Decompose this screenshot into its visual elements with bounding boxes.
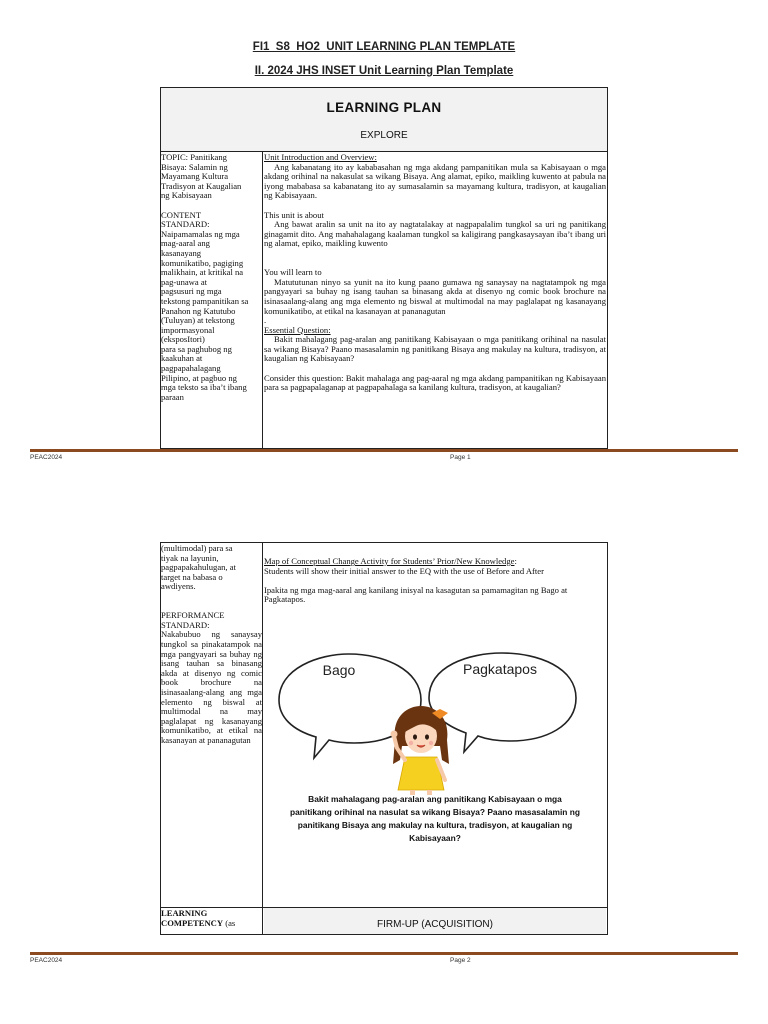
- performance-heading-line: PERFORMANCE: [161, 610, 225, 621]
- topic-line: Bisaya: Salamin ng: [161, 161, 228, 172]
- content-standard-line: (multimodal) para sa: [161, 543, 233, 553]
- performance-heading-line: STANDARD:: [161, 619, 210, 630]
- plan-title: LEARNING PLAN: [326, 100, 442, 115]
- content-standard-line: paraan: [161, 391, 184, 402]
- content-standard-continued: [161, 544, 262, 592]
- content-standard-line: para sa paghubog ng: [161, 343, 232, 354]
- template-subtitle: II. 2024 JHS INSET Unit Learning Plan Template: [254, 65, 514, 77]
- bubble-right-label: Pagkatapos: [463, 661, 537, 677]
- page2-footer-left: PEAC2024: [30, 957, 63, 964]
- learn-dot: .: [264, 315, 267, 326]
- content-standard-line: (eksposItori): [161, 334, 205, 345]
- page1-right-column: [264, 153, 606, 393]
- content-standard-line: pagpapakahulugan, at: [161, 562, 236, 573]
- learn-body: Matututunan ninyo sa yunit na ito kung paano gumawa ng sanaysay na nagtatampok ng mga pangyayari sa buhay ng isang tauhan sa binasang akda at disenyo ng comic book brochure na isinasaalang-alang ang mga elemento ng biswal at multimodal na may paglalapat ng kasanayang komunikatibo, at etikal na kasanayan at pananagutan: [264, 276, 606, 316]
- about-body: Ang bawat aralin sa unit na ito ay nagtatalakay at nagpapalalim tungkol sa uri ng panitikang ginagamit dito. Ang mahahalagang kaalaman tungkol sa kaligirang pangkasaysayan iba’t ibang uri ng alamat, epiko, maikling kuwento: [264, 219, 606, 249]
- consider-question: Consider this question: Bakit mahalaga ang pag-aaral ng mga akdang pampanitikan ng Kabisayaan para sa pagpapalaganap at pagpapahalaga sa kanilang kultura, tradisyon, at kaugalian?: [264, 372, 606, 393]
- page1-left-column: [161, 153, 262, 402]
- topic-block: [161, 153, 262, 201]
- content-standard-line: CONTENT: [161, 209, 202, 220]
- map-heading: Map of Conceptual Change Activity for Students’ Prior/New Knowledge: [264, 556, 515, 566]
- firm-up-label: FIRM-UP (ACQUISITION): [377, 919, 493, 930]
- page2-row-divider: [160, 907, 608, 908]
- content-standard-line: kasanayang: [161, 247, 202, 258]
- content-standard-line: (Tuluyan) at tekstong: [161, 315, 235, 326]
- learn-heading: You will learn to: [264, 267, 322, 278]
- content-standard-line: Panahon ng Katutubo: [161, 305, 236, 316]
- page1-header-divider: [160, 151, 608, 152]
- topic-line: TOPIC: Panitikang: [161, 152, 227, 162]
- page2-column-divider: [262, 542, 263, 935]
- page2-page-number: Page 2: [450, 957, 471, 964]
- girl-waving-icon: [391, 706, 450, 795]
- ipakita-text: Ipakita ng mga mag-aaral ang kanilang inisyal na kasagutan sa pamamagitan ng Bago at Pagkatapos.: [264, 584, 568, 605]
- bubble-left-label: Bago: [322, 662, 356, 678]
- lc-label-2: COMPETENCY: [161, 917, 224, 928]
- page2-left-column: [161, 544, 262, 745]
- content-standard-line: STANDARD:: [161, 219, 210, 230]
- content-standard-line: komunikatibo, pagiging: [161, 257, 244, 268]
- topic-line: Tradisyon at Kaugalian: [161, 180, 242, 191]
- performance-standard-heading: [161, 611, 262, 630]
- content-standard-line: tiyak na layunin,: [161, 552, 219, 563]
- page1-footer-left: PEAC2024: [30, 454, 63, 461]
- template-title: FI1_S8_HO2_UNIT LEARNING PLAN TEMPLATE: [252, 41, 516, 53]
- page1-column-divider: [262, 151, 263, 449]
- performance-standard-body: Nakabubuo ng sanaysay tungkol sa pinakatampok na mga pangyayari sa buhay ng isang tauhan sa binasang akda at disenyo ng comic book brochure na isinasaalang-alang ang mga elemento ng biswal at multimodal na may paglalapat ng kasanayang komunikatibo, at etikal na kasanayan at pananagutan: [161, 629, 262, 745]
- content-standard-line: target na babasa o: [161, 571, 223, 582]
- content-standard-line: mag-aaral ang: [161, 238, 210, 249]
- topic-line: Mayamang Kultura: [161, 171, 229, 182]
- lc-label-1: LEARNING: [161, 908, 208, 918]
- map-body: Students will show their initial answer to the EQ with the use of Before and After: [264, 565, 544, 576]
- page2-right-column: [264, 557, 606, 605]
- learning-competency-cell: [161, 909, 262, 928]
- topic-line: ng Kabisayaan: [161, 190, 212, 201]
- content-standard-line: kaakuhan at: [161, 353, 203, 364]
- content-standard-line: pag-unawa at: [161, 276, 208, 287]
- eq-heading: Essential Question:: [264, 324, 331, 335]
- eq-body: Bakit mahalagang pag-aralan ang panitikang Kabisayaan o mga panitikang orihinal na nasulat sa wikang Bisaya? Paano masasalamin ng panitikang Bisaya ang makulay na kultura, tradisyon, at kaugalian ng Kabisayaan?: [264, 334, 606, 364]
- page1-footer-rule: [30, 449, 738, 452]
- content-standard-line: mga teksto sa iba’t ibang: [161, 382, 247, 393]
- page1-page-number: Page 1: [450, 454, 471, 461]
- content-standard-line: impormasyonal: [161, 324, 215, 335]
- content-standard-line: malikhain, at kritikal na: [161, 267, 244, 278]
- essential-question-caption: Bakit mahalagang pag-aralan ang panitikang Kabisayaan o mga panitikang orihinal na nasulat sa wikang Bisaya? Paano masasalamin ng panitikang Bisaya ang makulay na kultura, tradisyon, at kaugalian ng Kabisayaan?: [290, 794, 580, 843]
- page2-footer-rule: [30, 952, 738, 955]
- map-colon: :: [514, 556, 517, 566]
- content-standard-block: [161, 211, 262, 403]
- content-standard-line: tekstong pampanitikan sa: [161, 295, 249, 306]
- content-standard-line: Pilipino, at pagbuo ng: [161, 372, 237, 383]
- intro-heading: Unit Introduction and Overview:: [264, 152, 377, 162]
- intro-body: Ang kabanatang ito ay kababasahan ng mga akdang pampanitikan mula sa Kabisayaan o mga akdang orihinal na nakasulat sa wikang Bisaya. Ang alamat, epiko, maikling kuwento at pabula na iyong mababasa sa kabanatang ito ay sumasalamin sa mayamang kultura, tradisyon, at kaugalian ng Kabisayaan.: [264, 161, 606, 201]
- content-standard-line: awdiyens.: [161, 581, 196, 592]
- about-heading: This unit is about: [264, 209, 324, 220]
- plan-stage: EXPLORE: [360, 130, 408, 141]
- lc-label-3: (as: [223, 917, 236, 928]
- content-standard-line: Naipamamalas ng mga: [161, 228, 240, 239]
- content-standard-line: pagsusuri ng mga: [161, 286, 222, 297]
- content-standard-line: pagpapahalagang: [161, 363, 221, 374]
